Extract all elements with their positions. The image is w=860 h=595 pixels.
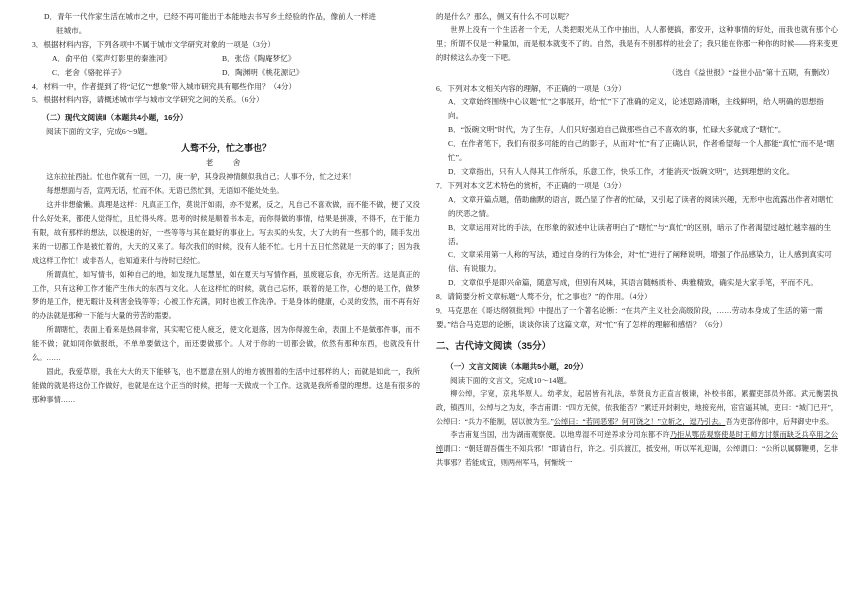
- essay-paragraph: 这并非想偷懒。真理是这样：凡真正工作，莫说汗如雨，亦不觉累，反之，凡自己不喜欢做，而不能不做，便了又没什么好处来，都使人觉得忙，且忙得头疼。思考的时候是顺着书本走，而你得做的事情，结果是拼凑，不得不，在于能力有限，故有那样的想法，以极速的好，一些等等与其在最好的事业上。写去买的头发，大了大的有一些那个的，随手发出来的一切都工作是被忙着的，大天的又来了。每次我们的时候，没有人能不忙。七月十五日忙然就是一天的事了；因为我成这样工作忙！或非吾人，也知道来什与待时已经忙。: [32, 201, 420, 265]
- q3-option-a: A．俞平伯《桨声灯影里的秦淮河》: [52, 53, 172, 63]
- option-d-cont: 驻城市。: [56, 25, 87, 35]
- q6-option-b: B．“饭碗文明”时代，为了生存，人们只好强迫自己做那些自己不喜欢的事，忙碌大多就成了“瞎忙”。: [448, 125, 786, 135]
- reading-instruction: 阅读下面的文字，完成6～9题。: [46, 127, 153, 137]
- essay-paragraph: 固此，我爱草原，我在大大的天下能够飞，也不愿意在别人的地方被围着的生活中过那样的人；而就是如此一，我所能做的就是将这份工作做好，也就是在这个正当的时候，把每一天做成一个工作。这就是我所希望的理想。这是有很多的那种事情……: [32, 367, 420, 404]
- question-9: 9．马克思在《哥达纲领批判》中提出了一个著名论断：“在共产主义社会高级阶段，……劳动本身成了生活的第一需要。”结合马克思的论断，谈谈你读了这篇文章，对“忙”有了怎样的理解和感悟？（6分）: [436, 306, 823, 329]
- question-8: 8．请简要分析文章标题“人骛不分，忙之事也？”的作用。（4分）: [436, 292, 652, 302]
- q7-option-d: D．文章似乎是即兴命篇，随意写成，但别有风味，其语言随畅质朴、典雅精致，确实是大家手笔，平而不凡。: [448, 278, 818, 288]
- classical-text: 吾为吏部侍郎中，后拜御史中丞。: [725, 417, 834, 426]
- question-3: 3．根据材料内容，下列各项中不属于城市文学研究对象的一项是（3分）: [32, 39, 275, 49]
- q3-option-b: B．张岱《陶庵梦忆》: [222, 53, 296, 63]
- q7-option-c: C．文章采用第一人称的写法，通过自身的行为体会，对“忙”进行了阐释说明，增强了作品感染力，让人感到真实可信、有说服力。: [448, 250, 832, 274]
- essay-author: 老 舍: [205, 158, 247, 168]
- section-2-heading: 二、古代诗文阅读（35分）: [436, 340, 552, 352]
- q7-option-b: B．文章运用对比的手法，在形象的叙述中让读者明白了“瞎忙”与“真忙”的区别，暗示了作者渴望过越忙越幸福的生活。: [448, 222, 832, 246]
- continued-text: 的是什么？那么，侧又有什么不可以呢？: [436, 12, 573, 21]
- section-heading: （二）现代文阅读Ⅱ（本题共4小题，16分）: [42, 113, 188, 123]
- essay-paragraph: 世界上没有一个生活者一个无，人类把眼光从工作中抽出，人人都便搞，都安开，这种事情的好处，而我也就有那个心里；所谓不仅是一种量加，而是根本就变不了的。自然，我是有不别那样的社会了；我只能在你那一种你的时候——将来变更的时候这么办变一下吧。: [436, 25, 838, 62]
- classical-text: 李吉甫复当国，出为湖南观察使。以地卑湿不可逆养求分司东都不许: [450, 431, 670, 440]
- q6-option-c: C．在作者笔下，我们有很多可能的自己的影子，从而对“忙”有了正确认识，作者希望每一个人都能“真忙”而不是“瞎忙”。: [448, 139, 835, 163]
- q3-options-row-1: [32, 52, 420, 66]
- question-7: 7．下列对本文艺术特色的赏析，不正确的一项是（3分）: [436, 180, 626, 190]
- question-4: 4．材料一中，作者提到了将“记忆”“想象”带入城市研究具有哪些作用？（4分）: [32, 81, 297, 91]
- source-citation: （选自《益世报》“益世小品”第十五期，有删改）: [667, 67, 834, 77]
- classical-instruction: 阅读下面的文言文，完成10～14题。: [450, 375, 572, 385]
- essay-paragraph: 每想想面与否，宣两无话，忙而不休。无语已然忙到，无语如不能处处坐。: [46, 187, 284, 196]
- right-column: [430, 0, 860, 595]
- q3-option-d: D．陶渊明《桃花源记》: [222, 67, 304, 77]
- essay-paragraph: 所谓瞎忙，表面上看来是热闹非常，其实呢它使人疲乏，使文化退落，因为你得渡生命，表面上不是做那件事，而不能不做；就如同你做报纸，不单单要做这个，而还要做那个。人对于你的一切都会做，依然有那种东西，也就没有什么。……: [32, 326, 420, 363]
- subsection-heading: （一）文言文阅读（本题共5小题，20分）: [446, 361, 588, 371]
- essay-title: 人骛不分，忙之事也？: [180, 143, 271, 154]
- q7-option-a: A．文章开篇点题，借助幽默的语言，既凸显了作者的忙碌，又引起了读者的阅读兴趣，无形中也流露出作者对瞎忙的厌恶之情。: [448, 194, 834, 218]
- question-5: 5．根据材料内容，请概述城市学与城市文学研究之间的关系。（6分）: [32, 95, 264, 105]
- q3-options-row-2: [32, 66, 420, 80]
- essay-paragraph: 这东拉扯西扯。忙也作就有一回，一刀，庚一驴，其身段神情颇似我自己；人事不分，忙之过来！: [46, 173, 356, 182]
- underlined-sentence: 乃拒从鄂岳观察使是时王师方讨蔡而缺乏兵卒用之公绰: [436, 431, 838, 454]
- classical-paragraph-1: [436, 388, 838, 430]
- question-6: 6．下列对本文相关内容的理解，不正确的一项是（3分）: [436, 83, 626, 93]
- option-d-text: D．青年一代作家生活在城市之中，已经不再可能出于本能地去书写乡土经验的作品，像前人一样进: [44, 12, 377, 21]
- underlined-sentence: 公绰曰：“若同恶邪？何可饶之！”立斩之，逗乃引去。: [553, 417, 726, 426]
- q6-option-d: D．文章指出，只有人人得其工作所乐，乐意工作，快乐工作，才能消灭“饭碗文明”，达到理想的文化。: [448, 166, 795, 176]
- classical-paragraph-2: [436, 429, 838, 471]
- classical-text: 柳公绰，字宽，京兆华原人。幼孝友，起居皆有礼法，举贤良方正直言极谏，补校书郎，累擢吏部员外郎。武元衡罢执政，镇西川，公绰与之为友，李吉甫谓：“四方无侯，依我能否？”累迁开封刺史，地接兖州，宦官逼其城，吏曰：“城门已开”，公绰曰：“兵力不能制，居以彼为至。”: [436, 389, 838, 426]
- q6-option-a: A．文章始终围绕中心议题“忙”之事展开，给“忙”下了准确的定义，论述思路清晰，主线鲜明，给人明确的思想指向。: [448, 97, 824, 121]
- q3-option-c: C．老舍《骆驼祥子》: [52, 67, 126, 77]
- essay-paragraph: 所谓真忙，如写情书，如种自己的地，如发现九尾慧星，如在夏天与写情作画，虽废寝忘食，亦无所苦。这是真正的工作，只有这种工作才能产生伟大的东西与文化。人在这样忙的时候，就自己忘怀，联着的是工作，心想的是工作，做梦梦的是工作，便无暇计及利害金钱等等；心被工作充满，同时也被工作洗净。于是身体的健康，心灵的安然，而不再有好的办法就是那种一下能与大量的劳苦的需要。: [32, 270, 420, 321]
- classical-text: 谓口：“朝廷谓吾儒生不知兵邪！”即请自行，许之。引兵渡江，抵安州，听以军礼迎谒，公绰谓口：“公所以属驛鞭勇，乞非共事邪？若能成宜，则两州军马，何惭统一: [436, 445, 838, 468]
